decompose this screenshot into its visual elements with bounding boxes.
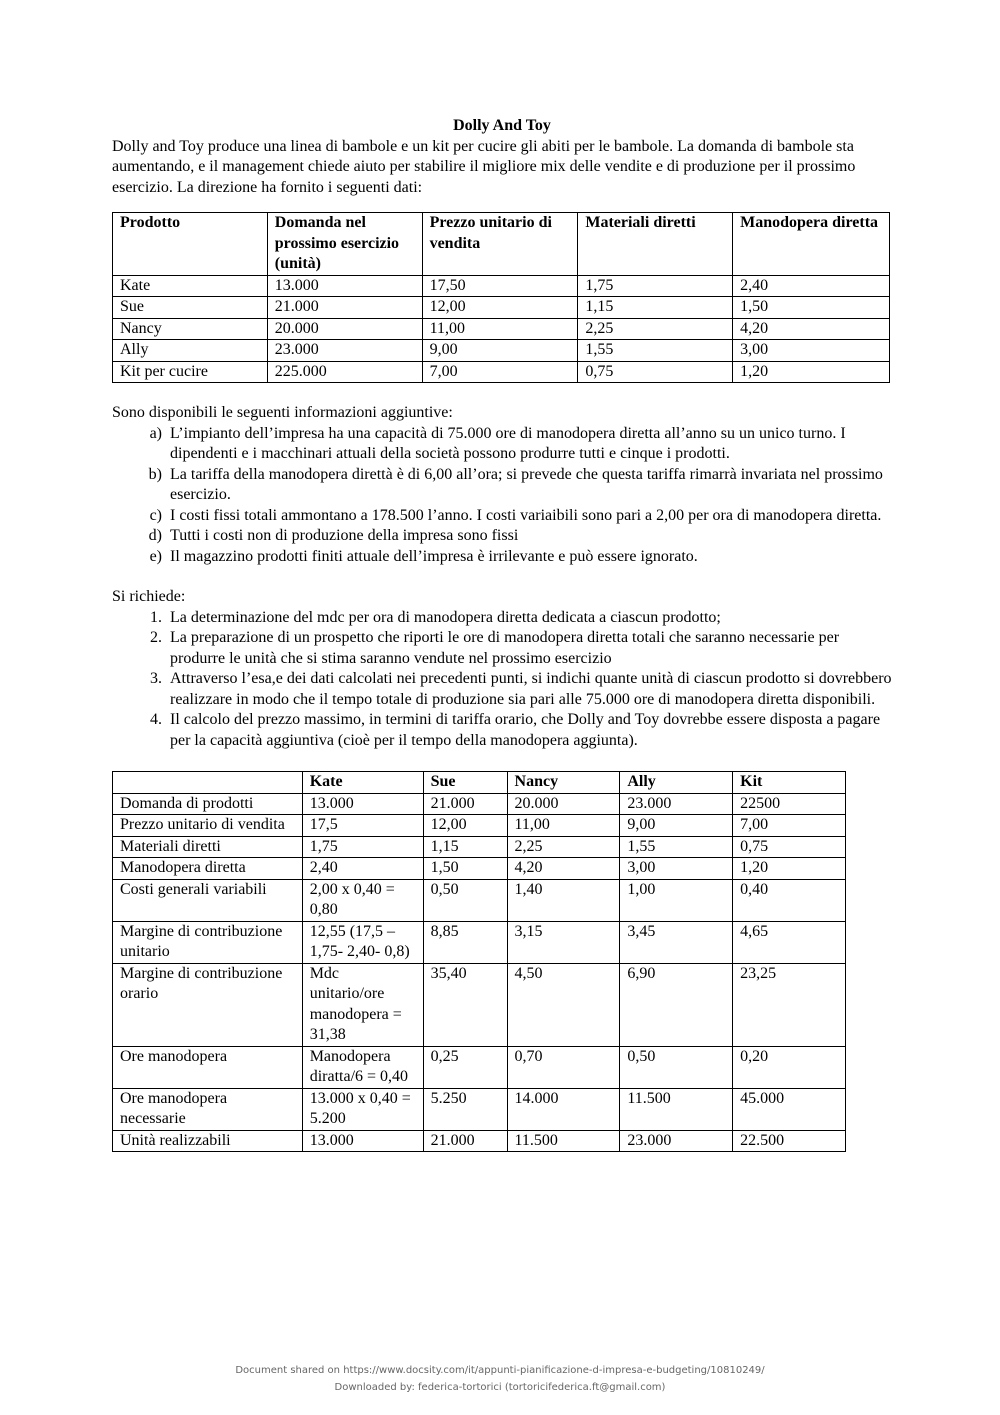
table-cell: 14.000 <box>507 1088 620 1130</box>
table-cell: 1,20 <box>733 361 890 383</box>
table-row <box>113 340 890 362</box>
table-cell: Mdc unitario/ore manodopera = 31,38 <box>302 963 423 1046</box>
table-cell: Costi generali variabili <box>113 879 303 921</box>
table-cell: 4,20 <box>507 858 620 880</box>
table-cell: Kit per cucire <box>113 361 268 383</box>
intro-paragraph: Dolly and Toy produce una linea di bambole e un kit per cucire gli abiti per le bambole. La domanda di bambole sta aumentando, e il management chiede aiuto per stabilire il migliore mix delle vendite e di produzione per il prossimo esercizio. La direzione ha fornito i seguenti dati: <box>112 137 856 196</box>
table-cell: 45.000 <box>733 1088 846 1130</box>
table-cell: 11.500 <box>507 1130 620 1152</box>
info-heading: Sono disponibili le seguenti informazioni aggiuntive: <box>112 404 453 421</box>
list-item: b. La tariffa della manodopera direttà è di 6,00 all’ora; si prevede che questa tariffa rimarrà invariata nel prossimo esercizio. <box>170 465 892 506</box>
document-page <box>112 116 892 1152</box>
product-data-table <box>112 212 890 383</box>
table-cell: 2,40 <box>733 275 890 297</box>
table-cell: 12,55 (17,5 – 1,75- 2,40- 0,8) <box>302 921 423 963</box>
table-row <box>113 815 846 837</box>
table-cell: 1,50 <box>733 297 890 319</box>
table-header-row <box>113 213 890 276</box>
table-cell: 8,85 <box>423 921 507 963</box>
table-cell: 1,55 <box>620 836 733 858</box>
table-cell: 11,00 <box>422 318 578 340</box>
table-cell: 11.500 <box>620 1088 733 1130</box>
table-cell: 3,15 <box>507 921 620 963</box>
table-cell: Margine di contribuzione orario <box>113 963 303 1046</box>
requirements-heading: Si richiede: <box>112 588 186 605</box>
table-row <box>113 1046 846 1088</box>
table-cell: Sue <box>113 297 268 319</box>
header-cell: Ally <box>620 772 733 794</box>
table-row <box>113 858 846 880</box>
header-cell: Domanda nel prossimo esercizio (unità) <box>267 213 422 276</box>
table-cell: 3,45 <box>620 921 733 963</box>
table-cell: 22.500 <box>733 1130 846 1152</box>
footer-downloaded-line: Downloaded by: federica-tortorici (tortoricifederica.ft@gmail.com) <box>334 1382 666 1393</box>
table-cell: 0,40 <box>733 879 846 921</box>
document-title: Dolly And Toy <box>453 117 551 134</box>
table-row <box>113 836 846 858</box>
table-cell: 1,00 <box>620 879 733 921</box>
table-cell: 21.000 <box>423 793 507 815</box>
header-cell: Kit <box>733 772 846 794</box>
table-row <box>113 921 846 963</box>
table-cell: 225.000 <box>267 361 422 383</box>
table-cell: 1,20 <box>733 858 846 880</box>
table-cell: 2,25 <box>578 318 733 340</box>
table-cell: 3,00 <box>620 858 733 880</box>
table-row <box>113 963 846 1046</box>
table-header-row <box>113 772 846 794</box>
header-cell: Nancy <box>507 772 620 794</box>
table-cell: 3,00 <box>733 340 890 362</box>
table-cell: 2,40 <box>302 858 423 880</box>
table-cell: 5.250 <box>423 1088 507 1130</box>
table-cell: 9,00 <box>422 340 578 362</box>
table-cell: 1,55 <box>578 340 733 362</box>
list-item: a. L’impianto dell’impresa ha una capacità di 75.000 ore di manodopera diretta all’anno su un unico turno. I dipendenti e i macchinari attuali della società possono produrre tutti e cinque i prodotti. <box>170 424 892 465</box>
table-cell: 1,50 <box>423 858 507 880</box>
header-cell: Sue <box>423 772 507 794</box>
header-cell: Manodopera diretta <box>733 213 890 276</box>
table-cell: 1,40 <box>507 879 620 921</box>
footer-shared-line: Document shared on https://www.docsity.com/it/appunti-pianificazione-d-impresa-e-budgeting/10810249/ <box>235 1365 765 1376</box>
table-row <box>113 1130 846 1152</box>
table-row <box>113 361 890 383</box>
table-cell: 2,25 <box>507 836 620 858</box>
table-cell: Ore manodopera necessarie <box>113 1088 303 1130</box>
table-row <box>113 275 890 297</box>
header-cell: Prodotto <box>113 213 268 276</box>
header-cell: Materiali diretti <box>578 213 733 276</box>
list-item: 1. La determinazione del mdc per ora di manodopera diretta dedicata a ciascun prodotto; <box>170 608 892 629</box>
list-item: 4. Il calcolo del prezzo massimo, in termini di tariffa orario, che Dolly and Toy dovrebbe essere disposta a pagare per la capacità aggiuntiva (cioè per il tempo della manodopera aggiunta). <box>170 710 892 751</box>
table-cell: 13.000 <box>267 275 422 297</box>
table-cell: Ore manodopera <box>113 1046 303 1088</box>
list-item: 3. Attraverso l’esa,e dei dati calcolati nei precedenti punti, si indichi quante unità di ciascun prodotto si dovrebbero realizzare in modo che il tempo totale di produzione sia pari alle 75.000 ore di manodopera diretta disponibili. <box>170 669 892 710</box>
table-cell: 17,50 <box>422 275 578 297</box>
table-cell: 23.000 <box>620 1130 733 1152</box>
table-cell: 0,75 <box>578 361 733 383</box>
table-row <box>113 879 846 921</box>
table-cell: 13.000 <box>302 1130 423 1152</box>
table-row <box>113 297 890 319</box>
header-cell: Prezzo unitario di vendita <box>422 213 578 276</box>
header-cell <box>113 772 303 794</box>
table-row <box>113 318 890 340</box>
table-cell: 20.000 <box>507 793 620 815</box>
table-row <box>113 1088 846 1130</box>
table-cell: 0,50 <box>423 879 507 921</box>
table-cell: 6,90 <box>620 963 733 1046</box>
table-cell: 23.000 <box>267 340 422 362</box>
table-cell: 4,20 <box>733 318 890 340</box>
table-cell: 23.000 <box>620 793 733 815</box>
table-cell: 9,00 <box>620 815 733 837</box>
table-cell: 13.000 x 0,40 = 5.200 <box>302 1088 423 1130</box>
list-item: c. I costi fissi totali ammontano a 178.500 l’anno. I costi variaibili sono pari a 2,00 per ora di manodopera diretta. <box>170 506 892 527</box>
table-cell: 1,75 <box>578 275 733 297</box>
table-cell: 0,75 <box>733 836 846 858</box>
list-item: e. Il magazzino prodotti finiti attuale dell’impresa è irrilevante e può essere ignorato. <box>170 547 892 568</box>
table-cell: 1,15 <box>578 297 733 319</box>
table-cell: Domanda di prodotti <box>113 793 303 815</box>
table-cell: 0,20 <box>733 1046 846 1088</box>
table-cell: 4,65 <box>733 921 846 963</box>
table-cell: 0,50 <box>620 1046 733 1088</box>
table-cell: 7,00 <box>733 815 846 837</box>
info-list <box>112 424 892 568</box>
table-cell: 20.000 <box>267 318 422 340</box>
table-cell: 7,00 <box>422 361 578 383</box>
table-cell: Manodopera diratta/6 = 0,40 <box>302 1046 423 1088</box>
table-cell: Unità realizzabili <box>113 1130 303 1152</box>
requirements-list <box>112 608 892 752</box>
table-cell: 0,70 <box>507 1046 620 1088</box>
table-cell: 1,15 <box>423 836 507 858</box>
table-row <box>113 793 846 815</box>
table-cell: 23,25 <box>733 963 846 1046</box>
table-cell: 12,00 <box>422 297 578 319</box>
solution-table <box>112 771 846 1152</box>
table-cell: Kate <box>113 275 268 297</box>
table-cell: 17,5 <box>302 815 423 837</box>
table-cell: 4,50 <box>507 963 620 1046</box>
table-cell: 2,00 x 0,40 = 0,80 <box>302 879 423 921</box>
list-item: 2. La preparazione di un prospetto che riporti le ore di manodopera diretta totali che saranno necessarie per produrre le unità che si stima saranno vendute nel prossimo esercizio <box>170 628 892 669</box>
table-cell: 22500 <box>733 793 846 815</box>
table-cell: Prezzo unitario di vendita <box>113 815 303 837</box>
table-cell: Manodopera diretta <box>113 858 303 880</box>
table-cell: Margine di contribuzione unitario <box>113 921 303 963</box>
table-cell: 1,75 <box>302 836 423 858</box>
table-cell: 13.000 <box>302 793 423 815</box>
table-cell: Nancy <box>113 318 268 340</box>
table-cell: 11,00 <box>507 815 620 837</box>
table-cell: 35,40 <box>423 963 507 1046</box>
list-item: d. Tutti i costi non di produzione della impresa sono fissi <box>170 526 892 547</box>
table-cell: Ally <box>113 340 268 362</box>
header-cell: Kate <box>302 772 423 794</box>
table-cell: 21.000 <box>423 1130 507 1152</box>
table-cell: 0,25 <box>423 1046 507 1088</box>
table-cell: Materiali diretti <box>113 836 303 858</box>
table-cell: 21.000 <box>267 297 422 319</box>
table-cell: 12,00 <box>423 815 507 837</box>
